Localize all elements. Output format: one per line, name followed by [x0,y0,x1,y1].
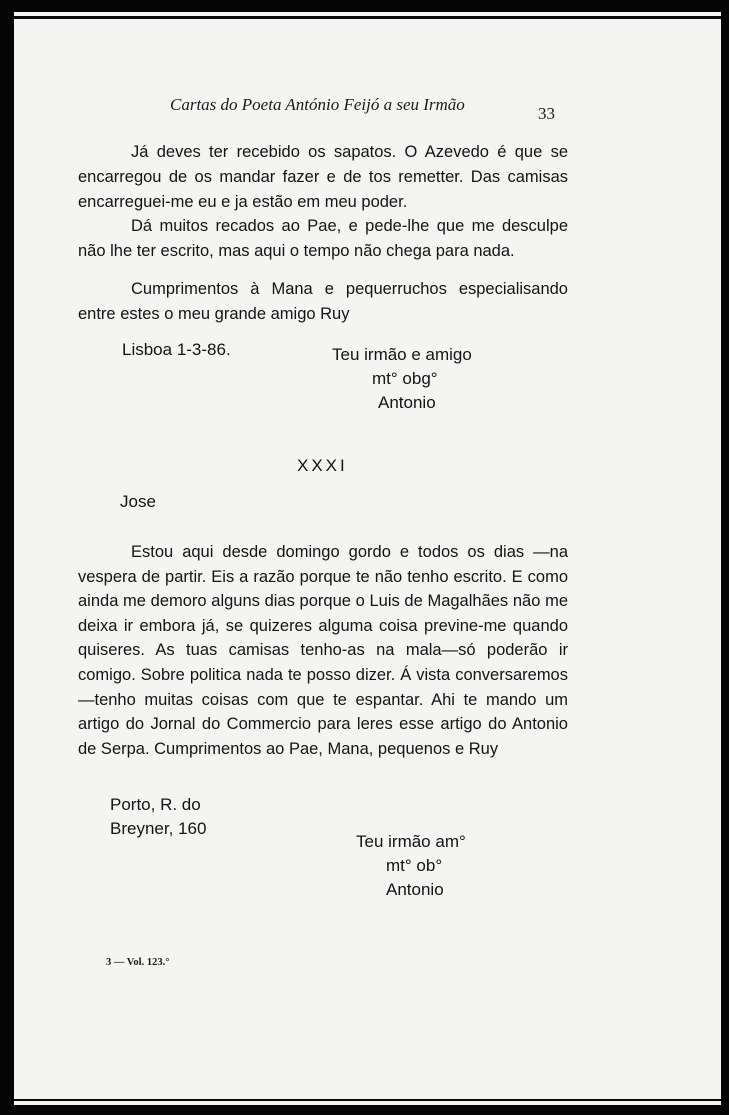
border-line-bottom [14,1099,721,1101]
letter2-address [110,793,206,841]
letter2-closing [356,830,466,902]
border-line-top [14,16,721,19]
letter1-place-date: Lisboa 1-3-86. [122,340,231,359]
page-number: 33 [538,104,555,123]
letter1-closing-line-1: Teu irmão e amigo [332,345,472,364]
letter1-closing [332,343,472,415]
printer-signature-mark: 3 — Vol. 123.° [106,957,170,968]
letter-number-heading: XXXI [297,456,348,475]
running-title: Cartas do Poeta António Feijó a seu Irmão [170,95,465,114]
letter2-closing-line-2: mt° ob° [386,856,443,875]
letter2-address-line-2: Breyner, 160 [110,819,207,838]
letter1-closing-line-3: Antonio [378,393,436,412]
letter1-paragraph-3: Cumprimentos à Mana e pequerruchos especialisando entre estes o meu grande amigo Ruy [78,280,568,323]
letter2-address-line-1: Porto, R. do [110,795,201,814]
letter2-closing-line-3: Antonio [386,880,444,899]
letter1-paragraph-2: Dá muitos recados ao Pae, e pede-lhe que me desculpe não lhe ter escrito, mas aqui o tempo não chega para nada. [78,217,568,260]
letter1-paragraph-1: Já deves ter recebido os sapatos. O Azevedo é que se encarregou de os mandar fazer e de tos remetter. Das camisas encarreguei-me eu e ja estão em meu poder. [78,143,568,211]
letter2-salutation: Jose [120,492,156,511]
letter2-closing-line-1: Teu irmão am° [356,832,466,851]
letter2-paragraph: Estou aqui desde domingo gordo e todos os dias —na vespera de partir. Eis a razão porque te não tenho escrito. E como ainda me demoro alguns dias porque o Luis de Magalhães não me deixa ir embora já, se quizeres alguma coisa previne-me quando quiseres. As tuas camisas tenho-as na mala—só poderão ir comigo. Sobre politica nada te posso dizer. Á vista conversaremos —tenho muitas coisas com que te espantar. Ahi te mando um artigo do Jornal do Commercio para leres esse artigo do Antonio de Serpa. Cumprimentos ao Pae, Mana, pequenos e Ruy [78,543,568,758]
letter1-closing-line-2: mt° obg° [372,369,438,388]
